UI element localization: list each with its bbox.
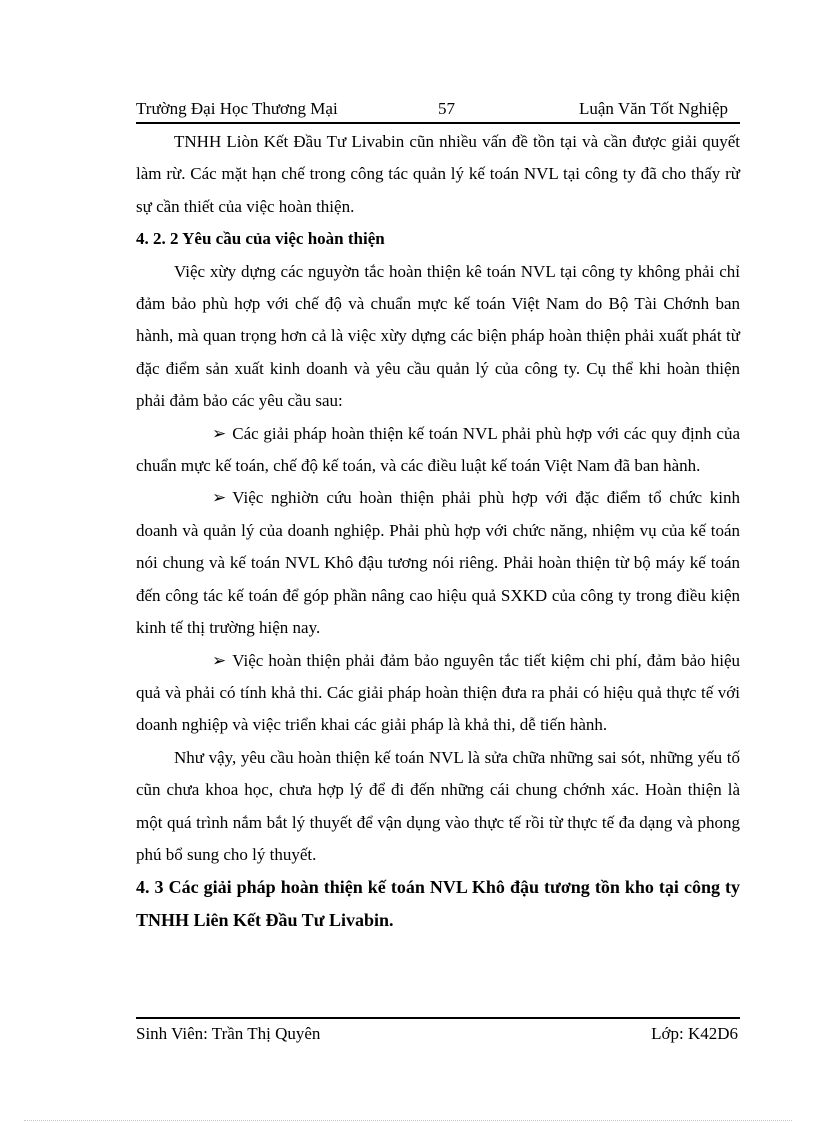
section-heading-4-2-2: 4. 2. 2 Yêu cầu của việc hoàn thiện	[136, 229, 385, 249]
bullet-item-2	[136, 482, 740, 644]
bullet-item-1	[136, 418, 740, 483]
bullet-text-2: Việc nghiờn cứu hoàn thiện phải phù hợp với đặc điểm tổ chức kinh doanh và quản lý của doanh nghiệp. Phải phù hợp với chức năng, nhiệm vụ của kế toán nói chung và kế toán NVL Khô đậu tương nói riêng. Phải hoàn thiện từ bộ máy kế toán đến công tác kế toán để góp phần nâng cao hiệu quả SXKD của công ty trong điều kiện kinh tế thị trường hiện nay.	[136, 488, 740, 638]
header-doc-type: Luận Văn Tốt Nghiệp	[578, 99, 728, 118]
paragraph-continuation: TNHH Liòn Kết Đầu Tư Livabin cũn nhiều vấn đề tồn tại và cần được giải quyết làm rừ. Các mặt hạn chế trong công tác quản lý kế toán NVL tại công ty đã cho thấy rừ sự cần thiết của việc hoàn thiện.	[136, 132, 740, 216]
footer-rule	[136, 1017, 740, 1019]
section-heading-4-3: 4. 3 Các giải pháp hoàn thiện kế toán NVL Khô đậu tương tồn kho tại công ty TNHH Liên Kết Đầu Tư Livabin.	[136, 877, 740, 931]
page-footer	[136, 1022, 740, 1046]
arrow-bullet-icon: ➢	[212, 423, 227, 443]
header-rule	[136, 122, 740, 124]
footer-class: Lớp: K42D6	[651, 1024, 738, 1043]
page-edge-divider	[24, 1120, 792, 1121]
bullet-text-1: Các giải pháp hoàn thiện kế toán NVL phải phù hợp với các quy định của chuẩn mực kế toán, chế độ kế toán, và các điều luật kế toán Việt Nam đã ban hành.	[136, 423, 740, 476]
header-school: Trường Đại Học Thương Mại	[136, 99, 338, 118]
page-header	[136, 97, 740, 121]
footer-student: Sinh Viên: Trần Thị Quyên	[136, 1024, 321, 1043]
paragraph-conclusion: Như vậy, yêu cầu hoàn thiện kế toán NVL là sửa chữa những sai sót, những yếu tố cũn chưa khoa học, chưa hợp lý để đi đến những cái chung chớnh xác. Hoàn thiện là một quá trình nắm bắt lý thuyết để vận dụng vào thực tế rồi từ thực tế đa dạng và phong phú bổ sung cho lý thuyết.	[136, 747, 740, 864]
bullet-item-3	[136, 645, 740, 742]
arrow-bullet-icon: ➢	[212, 650, 227, 670]
bullet-text-3: Việc hoàn thiện phải đảm bảo nguyên tắc tiết kiệm chi phí, đảm bảo hiệu quả và phải có tính khả thi. Các giải pháp hoàn thiện đưa ra phải có hiệu quả thực tế với doanh nghiệp và việc triển khai các giải pháp là khả thi, dễ tiến hành.	[136, 650, 740, 735]
page-body	[136, 126, 740, 937]
header-page-number: 57	[438, 99, 455, 118]
arrow-bullet-icon: ➢	[212, 488, 227, 508]
paragraph-intro: Việc xừy dựng các nguyờn tắc hoàn thiện kê toán NVL tại công ty không phải chỉ đảm bảo phù hợp với chế độ và chuẩn mực kế toán Việt Nam do Bộ Tài Chớnh ban hành, mà quan trọng hơn cả là việc xừy dựng các biện pháp hoàn thiện phải xuất phát từ đặc điểm sản xuất kinh doanh và yêu cầu quản lý của công ty. Cụ thể khi hoàn thiện phải đảm bảo các yêu cầu sau:	[136, 261, 740, 411]
